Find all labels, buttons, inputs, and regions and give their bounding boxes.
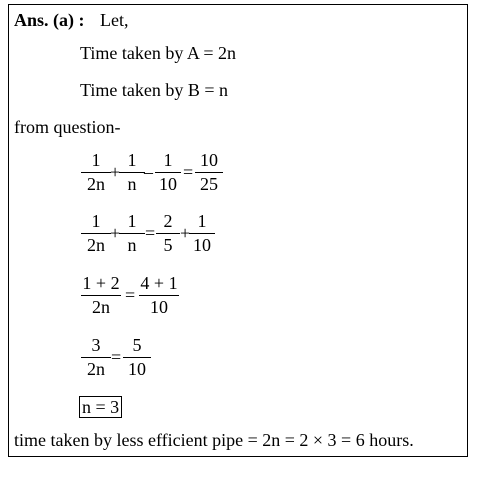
eq2-frac1-num: 1	[91, 211, 101, 231]
eq1-frac2	[118, 150, 146, 194]
eq3-frac2	[138, 273, 180, 317]
let-text: Let,	[100, 10, 129, 30]
eq1-frac1-den: 2n	[87, 174, 105, 194]
eq2-op3: +	[180, 223, 191, 243]
eq1-frac3-den: 10	[159, 174, 177, 194]
eq4-frac1-den: 2n	[87, 359, 105, 379]
eq2-frac2-num: 1	[127, 211, 137, 231]
eq2-frac2-bar	[119, 233, 145, 234]
eq3-frac2-den: 10	[150, 297, 168, 317]
eq1-frac3-num: 1	[163, 150, 173, 170]
eq1-frac1	[80, 150, 112, 194]
eq1-frac1-bar	[81, 172, 111, 173]
eq3-op1: =	[125, 285, 136, 305]
eq3-frac2-bar	[139, 295, 179, 296]
eq3-frac1-bar	[81, 295, 121, 296]
eq2-frac1	[80, 211, 112, 255]
eq1-op1: +	[110, 162, 121, 182]
eq2-frac4-num: 1	[197, 211, 207, 231]
eq3-frac1	[80, 273, 122, 317]
time-b-line: Time taken by B = n	[80, 80, 228, 100]
eq2-frac2-den: n	[127, 235, 137, 255]
time-a-line: Time taken by A = 2n	[80, 43, 236, 63]
answer-label: Ans. (a) :	[14, 10, 85, 30]
eq3-frac1-num: 1 + 2	[82, 273, 120, 293]
eq1-frac3	[154, 150, 182, 194]
eq1-frac4-den: 25	[200, 174, 218, 194]
eq4-frac2-den: 10	[128, 359, 146, 379]
eq2-frac1-bar	[81, 233, 111, 234]
eq4-frac1-num: 3	[91, 335, 101, 355]
eq1-op2: –	[144, 162, 153, 182]
eq2-frac1-den: 2n	[87, 235, 105, 255]
eq4-frac2	[122, 335, 152, 379]
result-box: n = 3	[79, 396, 122, 418]
from-question-text: from question-	[14, 117, 121, 137]
eq1-frac4	[194, 150, 224, 194]
eq1-frac1-num: 1	[91, 150, 101, 170]
answer-box	[8, 4, 468, 457]
eq3-frac2-num: 4 + 1	[140, 273, 178, 293]
conclusion-line: time taken by less efficient pipe = 2n = 2 × 3 = 6 hours.	[14, 430, 414, 450]
eq1-frac2-num: 1	[127, 150, 137, 170]
eq4-frac1-bar	[81, 357, 111, 358]
eq4-frac1	[80, 335, 112, 379]
eq2-frac4-bar	[189, 233, 215, 234]
eq1-frac4-num: 10	[200, 150, 218, 170]
eq2-op2: =	[145, 223, 156, 243]
eq1-frac2-bar	[119, 172, 145, 173]
eq4-frac2-bar	[123, 357, 151, 358]
eq2-frac4	[188, 211, 216, 255]
eq1-frac3-bar	[155, 172, 181, 173]
eq2-frac3	[155, 211, 181, 255]
eq1-frac2-den: n	[127, 174, 137, 194]
eq2-frac4-den: 10	[193, 235, 211, 255]
eq1-frac4-bar	[195, 172, 223, 173]
eq4-frac2-num: 5	[132, 335, 142, 355]
eq2-frac3-bar	[156, 233, 180, 234]
eq1-op3: =	[183, 162, 194, 182]
eq2-frac3-num: 2	[163, 211, 173, 231]
eq2-frac2	[118, 211, 146, 255]
eq2-op1: +	[110, 223, 121, 243]
eq2-frac3-den: 5	[163, 235, 173, 255]
eq4-op1: =	[111, 347, 122, 367]
eq3-frac1-den: 2n	[92, 297, 110, 317]
